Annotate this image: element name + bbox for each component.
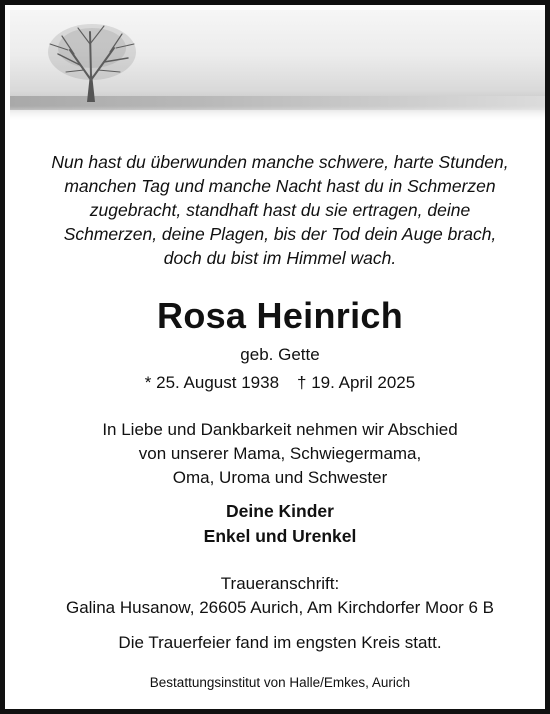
mourning-address [10, 572, 550, 620]
farewell-text [10, 418, 550, 490]
ceremony-note: Die Trauerfeier fand im engsten Kreis statt. [118, 633, 442, 652]
farewell-line: von unserer Mama, Schwiegermama, [138, 444, 422, 463]
bare-tree-photo-icon [10, 10, 550, 122]
farewell-line: In Liebe und Dankbarkeit nehmen wir Abschied [102, 420, 458, 439]
deceased-name: Rosa Heinrich [157, 295, 403, 336]
mourners [10, 499, 550, 549]
address-value: Galina Husanow, 26605 Aurich, Am Kirchdorfer Moor 6 B [65, 598, 495, 617]
birth-date: * 25. August 1938 [144, 373, 280, 392]
birth-name: geb. Gette [240, 345, 320, 364]
mourners-line: Deine Kinder [226, 501, 334, 521]
memorial-poem [10, 150, 550, 270]
poem-line: doch du bist im Himmel wach. [163, 248, 397, 268]
poem-line: manchen Tag und manche Nacht hast du in Schmerzen [64, 176, 496, 196]
life-dates [10, 371, 550, 395]
poem-line: zugebracht, standhaft hast du sie ertragen, deine [89, 200, 471, 220]
farewell-line: Oma, Uroma und Schwester [172, 468, 388, 487]
death-date: † 19. April 2025 [297, 373, 416, 392]
address-label: Traueranschrift: [220, 574, 340, 593]
funeral-home: Bestattungsinstitut von Halle/Emkes, Aurich [149, 675, 411, 690]
poem-line: Nun hast du überwunden manche schwere, harte Stunden, [51, 152, 509, 172]
poem-line: Schmerzen, deine Plagen, bis der Tod dein Auge brach, [63, 224, 497, 244]
mourners-line: Enkel und Urenkel [203, 526, 357, 546]
